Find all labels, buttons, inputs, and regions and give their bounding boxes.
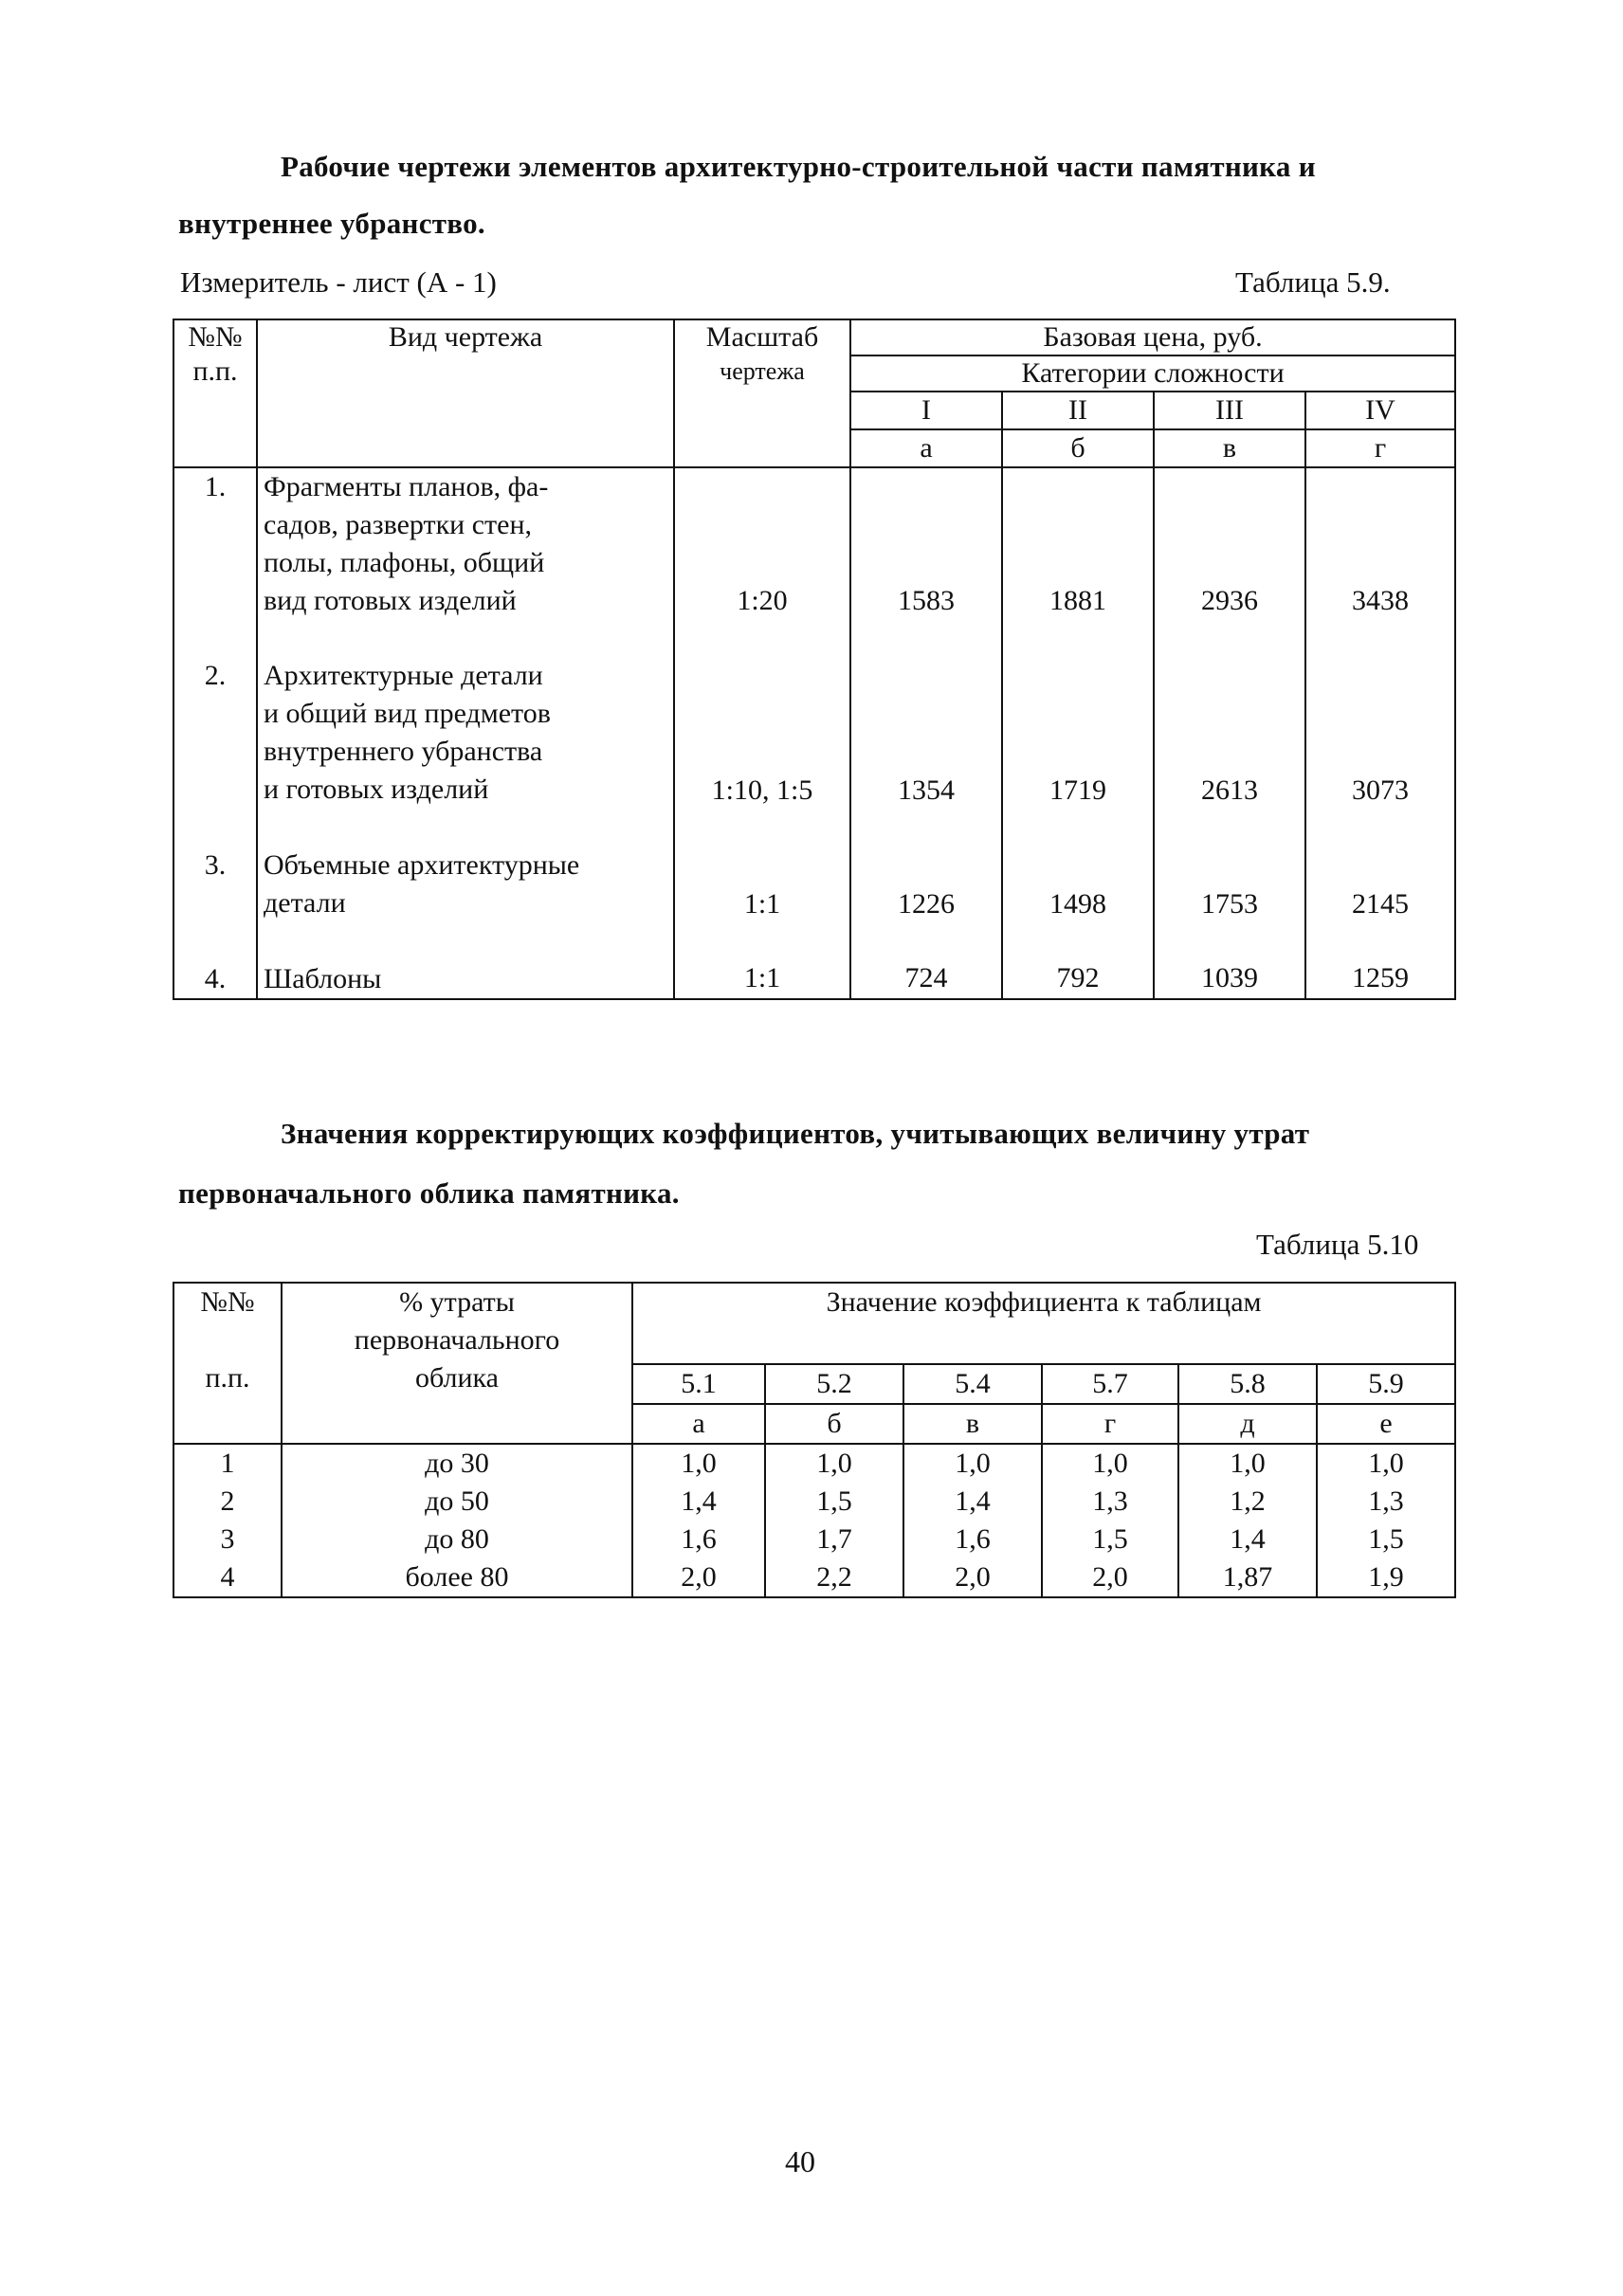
header-scale: Масштаб чертежа [674, 319, 850, 467]
table-5-10 [173, 1282, 1456, 1598]
category-i: I [850, 392, 1002, 429]
section2-heading-line2: первоначального облика памятника. [178, 1176, 680, 1210]
table-5-9 [173, 319, 1456, 1000]
table-row: 4 более 80 2,0 2,2 2,0 2,0 1,87 1,9 [173, 1558, 1455, 1597]
table-row: 2. Архитектурные детали и общий вид предметов внутреннего убранства и готовых изделий 1:10, 1:5 1354 1719 2613 3073 [173, 657, 1455, 847]
letter: б [765, 1404, 903, 1444]
letter-v: в [1154, 429, 1305, 467]
header-number: №№ п.п. [173, 1283, 282, 1444]
section2-heading-line1: Значения корректирующих коэффициентов, учитывающих величину утрат [281, 1117, 1310, 1150]
category-iv: IV [1305, 392, 1455, 429]
table-ref: 5.4 [903, 1364, 1042, 1404]
letter-a: а [850, 429, 1002, 467]
header-drawing-type: Вид чертежа [257, 319, 674, 467]
letter: е [1317, 1404, 1455, 1444]
letter: д [1178, 1404, 1317, 1444]
table-row: 3 до 80 1,6 1,7 1,6 1,5 1,4 1,5 [173, 1521, 1455, 1558]
page-number: 40 [785, 2144, 815, 2178]
table-5-10-caption: Таблица 5.10 [1256, 1228, 1419, 1261]
category-ii: II [1002, 392, 1154, 429]
table-ref: 5.7 [1042, 1364, 1178, 1404]
row-description: Фрагменты планов, фа- садов, развертки стен, полы, плафоны, общий вид готовых изделий [257, 467, 674, 657]
category-iii: III [1154, 392, 1305, 429]
table-row: 1. Фрагменты планов, фа- садов, развертки стен, полы, плафоны, общий вид готовых изделий 1:20 1583 1881 2936 3438 [173, 467, 1455, 657]
header-coefficient: Значение коэффициента к таблицам [632, 1283, 1455, 1364]
letter-b: б [1002, 429, 1154, 467]
section1-heading-line2: внутреннее убранство. [178, 207, 485, 240]
header-base-price: Базовая цена, руб. [850, 319, 1455, 355]
section1-heading-line1: Рабочие чертежи элементов архитектурно-строительной части памятника и [281, 150, 1316, 183]
row-description: Объемные архитектурные детали [257, 847, 674, 960]
letter: в [903, 1404, 1042, 1444]
table-ref: 5.8 [1178, 1364, 1317, 1404]
letter: а [632, 1404, 765, 1444]
table-ref: 5.1 [632, 1364, 765, 1404]
header-categories: Категории сложности [850, 355, 1455, 392]
header-loss: % утраты первоначального облика [282, 1283, 632, 1444]
table-row: 3. Объемные архитектурные детали 1:1 1226 1498 1753 2145 [173, 847, 1455, 960]
row-description: Архитектурные детали и общий вид предметов внутреннего убранства и готовых изделий [257, 657, 674, 847]
table-row: 1 до 30 1,0 1,0 1,0 1,0 1,0 1,0 [173, 1444, 1455, 1483]
measure-unit: Измеритель - лист (А - 1) [180, 265, 497, 299]
letter: г [1042, 1404, 1178, 1444]
header-number: №№ п.п. [173, 319, 257, 467]
table-row: 4. Шаблоны 1:1 724 792 1039 1259 [173, 960, 1455, 999]
table-5-9-caption: Таблица 5.9. [1235, 265, 1391, 299]
table-row: 2 до 50 1,4 1,5 1,4 1,3 1,2 1,3 [173, 1483, 1455, 1521]
table-ref: 5.9 [1317, 1364, 1455, 1404]
letter-g: г [1305, 429, 1455, 467]
row-description: Шаблоны [257, 960, 674, 999]
table-ref: 5.2 [765, 1364, 903, 1404]
